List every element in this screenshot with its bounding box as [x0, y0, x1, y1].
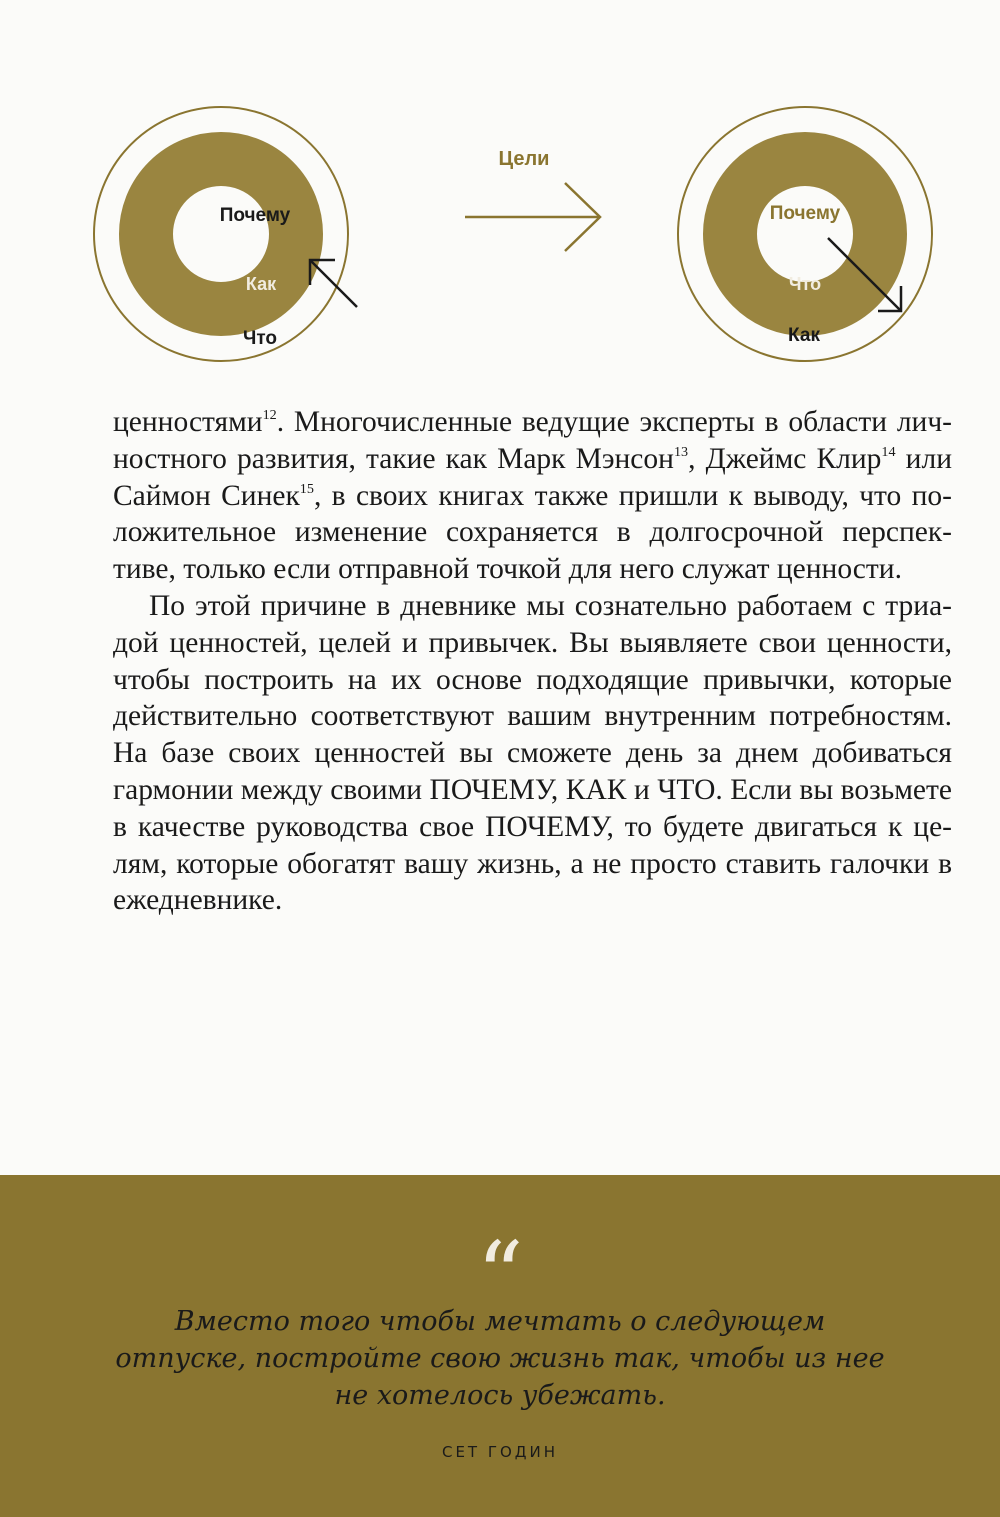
paragraph-2: По этой причине в дневнике мы сознательно работаем с триа- дой ценностей, целей и привычек. Вы выявляете свои ценности, чтобы построить на их основе подходящие привычки, которые действительно соответствуют вашим внутренним потребностям. На базе своих ценностей вы сможете день за днем добиваться гармонии между своими ПОЧЕМУ, КАК и ЧТО. Если вы возьмете в качестве руководства свое ПОЧЕМУ, то будете двигаться к це- лям, которые обогатят вашу жизнь, а не просто ставить галочки в ежедневнике. — [113, 589, 952, 917]
body-text — [113, 404, 952, 919]
left-center-label: Почему — [219, 205, 291, 226]
left-inward-arrow — [310, 260, 357, 307]
right-circles — [678, 107, 932, 361]
quote-text: Вместо того чтобы мечтать о следующем отпуске, постройте свою жизнь так, чтобы из нее не хотелось убежать. — [115, 1306, 885, 1411]
right-center-label: Почему — [769, 203, 841, 224]
left-outer-label: Что — [242, 328, 278, 349]
right-outer-label: Как — [788, 325, 820, 346]
paragraph-1: ценностями$^{12}$. Многочисленные ведущие эксперты в области лич- ностного развития, такие как Марк Мэнсон$^{13}$, Джеймс Клир$^{14}$ или Саймон Синек$^{15}$, в своих книгах также пришли к выводу, что по- ложительное изменение сохраняется в долгосрочной перспек- тиве, только если отправной точкой для него служат ценности. — [113, 406, 952, 586]
goals-arrow-label: Цели — [498, 148, 550, 170]
goals-diagram — [0, 0, 1000, 400]
quote-author: СЕТ ГОДИН — [441, 1443, 559, 1461]
quote-box — [0, 1175, 1000, 1517]
right-middle-label: Что — [788, 274, 822, 294]
quote-mark-icon: “ — [476, 1222, 524, 1329]
goals-arrow — [465, 148, 600, 251]
left-circles — [94, 107, 357, 361]
left-middle-label: Как — [245, 274, 277, 294]
